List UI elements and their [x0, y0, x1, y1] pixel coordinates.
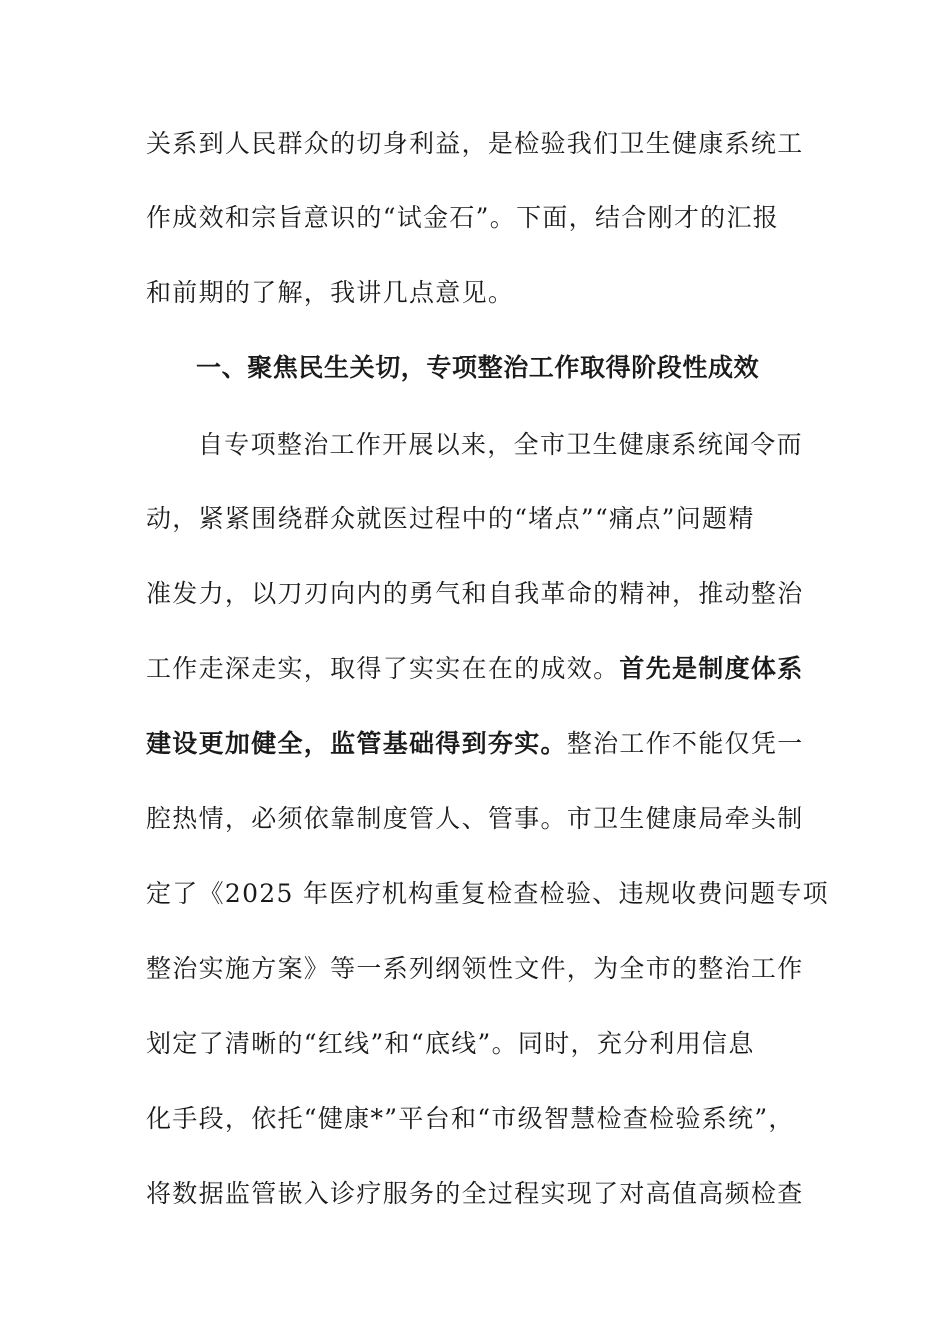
bold-phrase-start: 首先是制度体系: [619, 654, 804, 683]
paragraph-line-1: 自专项整治工作开展以来，全市卫生健康系统闻令而: [198, 430, 803, 459]
paragraph-line-10: 化手段，依托“健康*”平台和“市级智慧检查检验系统”，: [146, 1104, 795, 1133]
paragraph-line-5-text: 整治工作不能仅凭一: [566, 729, 804, 758]
paragraph-line-7: 定了《2025 年医疗机构重复检查检验、违规收费问题专项: [146, 879, 829, 908]
bold-phrase-end: 建设更加健全，监管基础得到夯实。: [146, 729, 567, 758]
paragraph-line-5: [146, 728, 804, 760]
intro-line-2: 作成效和宗旨意识的“试金石”。下面，结合刚才的汇报: [146, 203, 780, 232]
section-heading: 一、聚焦民生关切，专项整治工作取得阶段性成效: [196, 353, 760, 382]
paragraph-line-9: 划定了清晰的“红线”和“底线”。同时，充分利用信息: [146, 1029, 755, 1058]
intro-line-3: 和前期的了解，我讲几点意见。: [146, 278, 515, 307]
paragraph-line-4: [146, 653, 804, 685]
paragraph-line-4-text: 工作走深走实，取得了实实在在的成效。: [146, 654, 620, 683]
paragraph-line-6: 腔热情，必须依靠制度管人、管事。市卫生健康局牵头制: [146, 804, 804, 833]
paragraph-line-11: 将数据监管嵌入诊疗服务的全过程实现了对高值高频检查: [146, 1179, 804, 1208]
paragraph-line-3: 准发力，以刀刃向内的勇气和自我革命的精神，推动整治: [146, 579, 804, 608]
paragraph-line-2: 动，紧紧围绕群众就医过程中的“堵点”“痛点”问题精: [146, 504, 755, 533]
paragraph-line-8: 整治实施方案》等一系列纲领性文件，为全市的整治工作: [146, 954, 804, 983]
intro-line-1: 关系到人民群众的切身利益，是检验我们卫生健康系统工: [146, 129, 804, 158]
